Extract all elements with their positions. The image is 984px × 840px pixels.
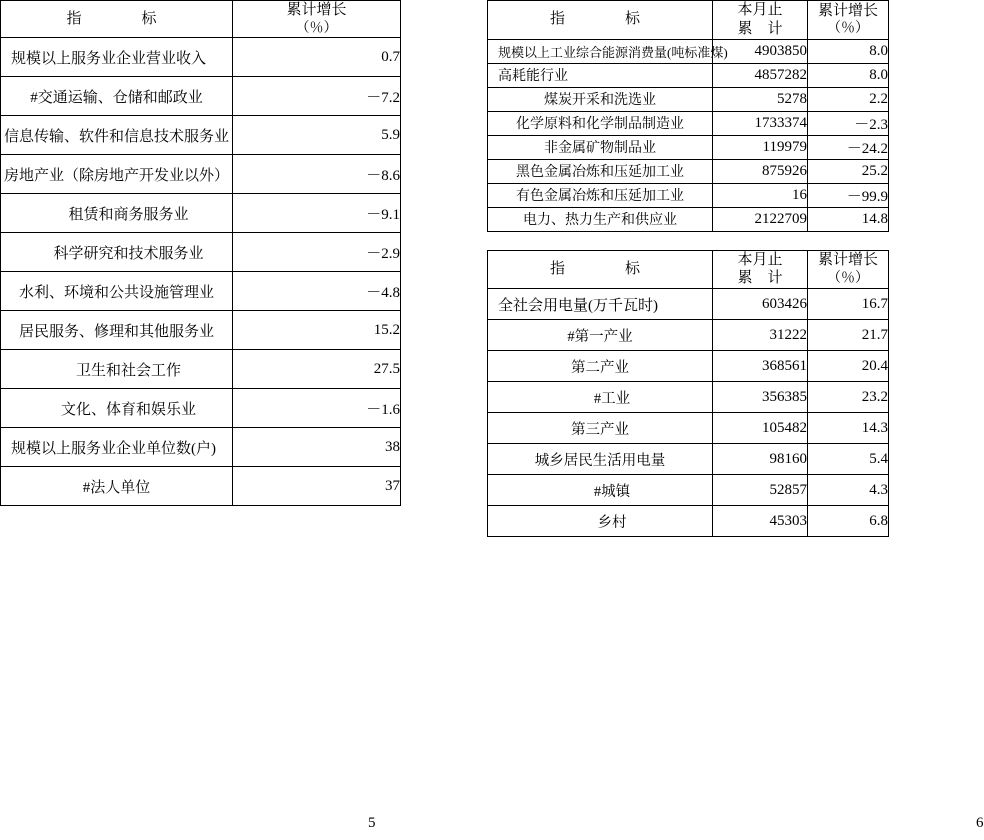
row-month-cumulative-value: 16 (713, 183, 808, 207)
table-row (488, 63, 889, 87)
row-label: 居民服务、修理和其他服务业 (1, 311, 233, 350)
row-growth-value: 15.2 (233, 311, 401, 350)
row-label: 黑色金属冶炼和压延加工业 (488, 159, 713, 183)
row-growth-value: 20.4 (808, 351, 889, 382)
row-growth-value: 23.2 (808, 382, 889, 413)
header-growth-line2: （％） (827, 270, 869, 286)
row-growth-value: 8.0 (808, 63, 889, 87)
row-growth-value: 4.3 (808, 475, 889, 506)
row-month-cumulative-value: 4903850 (713, 39, 808, 63)
row-label: 第三产业 (488, 413, 713, 444)
row-growth-value: 0.7 (233, 38, 401, 77)
page-number-left: 5 (368, 815, 376, 831)
row-month-cumulative-value: 2122709 (713, 207, 808, 231)
row-growth-value: －9.1 (233, 194, 401, 233)
energy-consumption-body (488, 39, 889, 231)
header-month-cumulative (713, 1, 808, 40)
row-growth-value: －24.2 (808, 135, 889, 159)
header-month-cumulative (713, 250, 808, 289)
row-growth-value: 14.3 (808, 413, 889, 444)
row-month-cumulative-value: 52857 (713, 475, 808, 506)
row-month-cumulative-value: 368561 (713, 351, 808, 382)
table-row (1, 233, 401, 272)
row-label: 乡村 (488, 506, 713, 537)
table-row (1, 38, 401, 77)
table-row (488, 289, 889, 320)
row-label: 信息传输、软件和信息技术服务业 (1, 116, 233, 155)
row-label: #城镇 (488, 475, 713, 506)
header-growth-line1: 累计增长 (817, 252, 878, 269)
table-row (1, 194, 401, 233)
header-growth-line1: 累计增长 (286, 2, 347, 18)
table-row (1, 311, 401, 350)
header-cumulative-growth (233, 1, 401, 38)
table-header-row (488, 250, 889, 289)
table-row (488, 320, 889, 351)
row-month-cumulative-value: 875926 (713, 159, 808, 183)
row-growth-value: 8.0 (808, 39, 889, 63)
row-label: 卫生和社会工作 (1, 350, 233, 389)
row-label: 水利、环境和公共设施管理业 (1, 272, 233, 311)
table-row (488, 159, 889, 183)
row-growth-value: －1.6 (233, 389, 401, 428)
row-label: 租赁和商务服务业 (1, 194, 233, 233)
header-month-line2: 累 计 (737, 20, 783, 37)
right-column (487, 0, 984, 831)
row-month-cumulative-value: 1733374 (713, 111, 808, 135)
row-month-cumulative-value: 356385 (713, 382, 808, 413)
row-label: 电力、热力生产和供应业 (488, 207, 713, 231)
table-row (488, 39, 889, 63)
table-row (1, 389, 401, 428)
row-growth-value: 2.2 (808, 87, 889, 111)
table-row (488, 111, 889, 135)
row-growth-value: 37 (233, 467, 401, 506)
service-industry-table (0, 0, 401, 506)
row-label: 规模以上服务业企业单位数(户) (1, 428, 233, 467)
table-row (488, 351, 889, 382)
row-growth-value: －99.9 (808, 183, 889, 207)
row-growth-value: －7.2 (233, 77, 401, 116)
table-row (488, 506, 889, 537)
header-month-line1: 本月止 (737, 2, 783, 18)
row-growth-value: 27.5 (233, 350, 401, 389)
row-growth-value: －8.6 (233, 155, 401, 194)
electricity-usage-table (487, 250, 889, 538)
row-label: #工业 (488, 382, 713, 413)
table-row (1, 77, 401, 116)
header-growth-line2: （％） (827, 21, 869, 37)
table-row (488, 382, 889, 413)
row-growth-value: －4.8 (233, 272, 401, 311)
table-header-row (1, 1, 401, 38)
table-row (1, 428, 401, 467)
row-label: 化学原料和化学制品制造业 (488, 111, 713, 135)
header-month-line1: 本月止 (737, 251, 783, 268)
table-header-row (488, 1, 889, 40)
table-row (1, 272, 401, 311)
row-month-cumulative-value: 119979 (713, 135, 808, 159)
row-label: 高耗能行业 (488, 63, 713, 87)
row-growth-value: －2.3 (808, 111, 889, 135)
table-row (488, 87, 889, 111)
row-label: 第二产业 (488, 351, 713, 382)
header-indicator: 指 标 (488, 250, 713, 289)
table-row (488, 135, 889, 159)
header-indicator: 指 标 (488, 1, 713, 40)
row-label: 城乡居民生活用电量 (488, 444, 713, 475)
row-label: #法人单位 (1, 467, 233, 506)
row-growth-value: 5.9 (233, 116, 401, 155)
row-month-cumulative-value: 98160 (713, 444, 808, 475)
row-growth-value: 14.8 (808, 207, 889, 231)
table-row (1, 116, 401, 155)
row-growth-value: 38 (233, 428, 401, 467)
header-growth-line2: （％） (295, 20, 338, 36)
row-label: 煤炭开采和洗选业 (488, 87, 713, 111)
table-row (488, 207, 889, 231)
left-column (0, 0, 400, 831)
row-month-cumulative-value: 603426 (713, 289, 808, 320)
row-label: 非金属矿物制品业 (488, 135, 713, 159)
row-growth-value: 5.4 (808, 444, 889, 475)
row-label: 规模以上工业综合能源消费量(吨标准煤) (488, 39, 713, 63)
service-industry-body (1, 38, 401, 506)
row-growth-value: 6.8 (808, 506, 889, 537)
table-row (488, 475, 889, 506)
header-cumulative-growth (808, 1, 889, 40)
table-row (1, 350, 401, 389)
row-month-cumulative-value: 45303 (713, 506, 808, 537)
row-label: #第一产业 (488, 320, 713, 351)
row-label: 有色金属冶炼和压延加工业 (488, 183, 713, 207)
row-label: 规模以上服务业企业营业收入 (1, 38, 233, 77)
row-month-cumulative-value: 5278 (713, 87, 808, 111)
header-indicator: 指 标 (1, 1, 233, 38)
row-month-cumulative-value: 31222 (713, 320, 808, 351)
page-number-right: 6 (976, 815, 984, 831)
row-label: 文化、体育和娱乐业 (1, 389, 233, 428)
row-growth-value: 16.7 (808, 289, 889, 320)
row-growth-value: －2.9 (233, 233, 401, 272)
table-row (488, 413, 889, 444)
row-growth-value: 25.2 (808, 159, 889, 183)
table-row (1, 467, 401, 506)
header-cumulative-growth (808, 250, 889, 289)
row-growth-value: 21.7 (808, 320, 889, 351)
row-month-cumulative-value: 4857282 (713, 63, 808, 87)
energy-consumption-table (487, 0, 889, 232)
row-label: #交通运输、仓储和邮政业 (1, 77, 233, 116)
row-label: 科学研究和技术服务业 (1, 233, 233, 272)
row-label: 房地产业（除房地产开发业以外） (1, 155, 233, 194)
table-row (1, 155, 401, 194)
header-month-line2: 累 计 (737, 270, 783, 287)
header-growth-line1: 累计增长 (817, 2, 878, 19)
table-row (488, 444, 889, 475)
table-row (488, 183, 889, 207)
row-month-cumulative-value: 105482 (713, 413, 808, 444)
electricity-usage-body (488, 289, 889, 537)
row-label: 全社会用电量(万千瓦时) (488, 289, 713, 320)
